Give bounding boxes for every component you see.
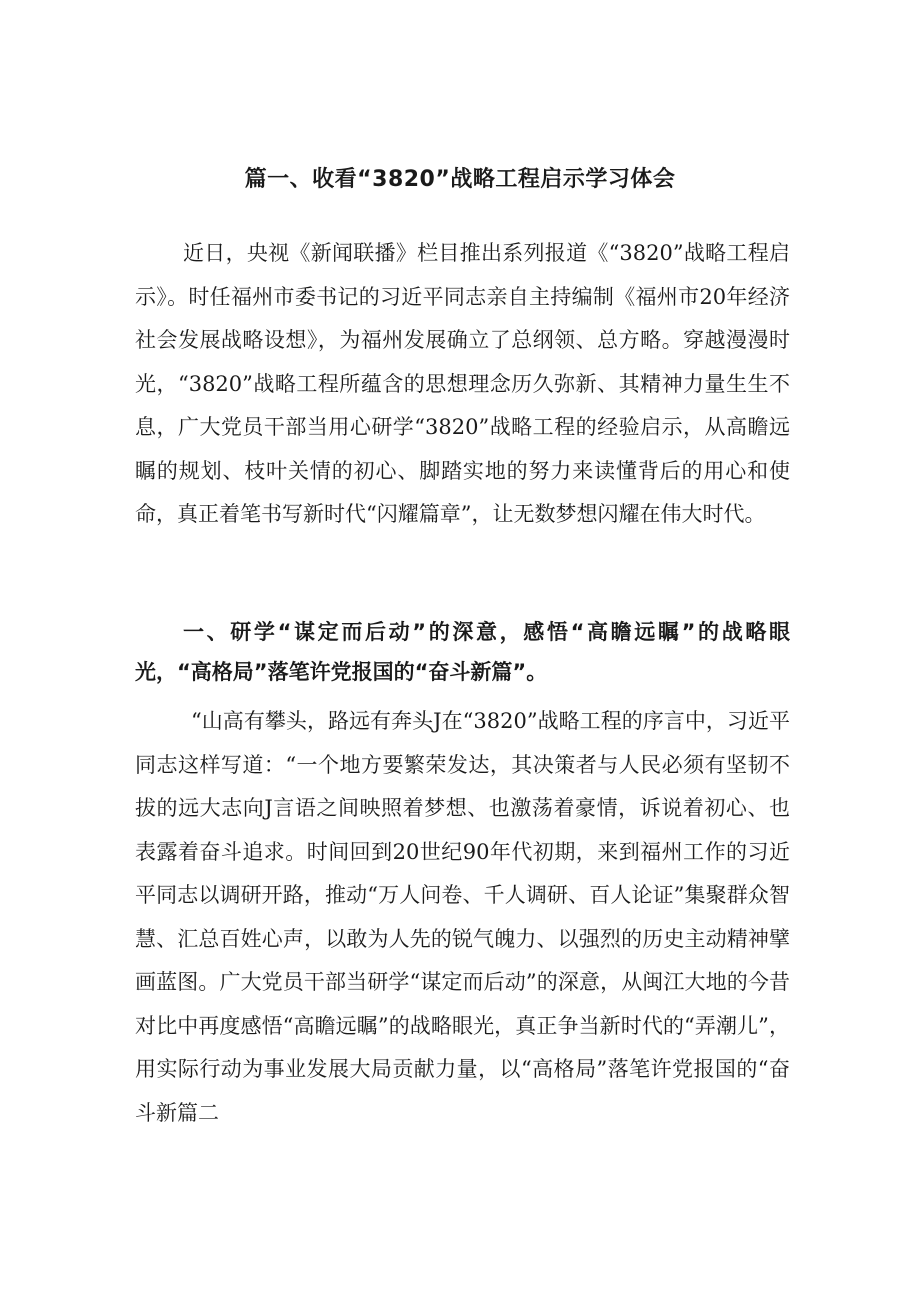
document-title: 篇一、收看“3820”战略工程启示学习体会 (244, 167, 676, 192)
intro-paragraph: 近日，央视《新闻联播》栏目推出系列报道《“3820”战略工程启示》。时任福州市委书记的习近平同志亲自主持编制《福州市20年经济社会发展战略设想》，为福州发展确立了总纲领、总方略。穿越漫漫时光，“3820”战略工程所蕴含的思想理念历久弥新、其精神力量生生不息，广大党员干部当用心研学“3820”战略工程的经验启示，从高瞻远瞩的规划、枝叶关情的初心、脚踏实地的努力来读懂背后的用心和使命，真正着笔书写新时代“闪耀篇章”，让无数梦想闪耀在伟大时代。 (135, 241, 790, 526)
section-heading-1: 一、研学“谋定而后动”的深意，感悟“高瞻远瞩”的战略眼光，“高格局”落笔许党报国的“奋斗新篇”。 (135, 620, 790, 684)
section-1-paragraph: “山高有攀头，路远有奔头J在“3820”战略工程的序言中，习近平同志这样写道：“一个地方要繁荣发达，其决策者与人民必须有坚韧不拔的远大志向J言语之间映照着梦想、也激荡着豪情，诉说着初心、也表露着奋斗追求。时间回到20世纪90年代初期，来到福州工作的习近平同志以调研开路，推动“万人问卷、千人调研、百人论证”集聚群众智慧、汇总百姓心声，以敢为人先的锐气魄力、以强烈的历史主动精神擘画蓝图。广大党员干部当研学“谋定而后动”的深意，从闽江大地的今昔对比中再度感悟“高瞻远瞩”的战略眼光，真正争当新时代的“弄潮儿”，用实际行动为事业发展大局贡献力量，以“高格局”落笔许党报国的“奋斗新篇二 (135, 709, 790, 1125)
